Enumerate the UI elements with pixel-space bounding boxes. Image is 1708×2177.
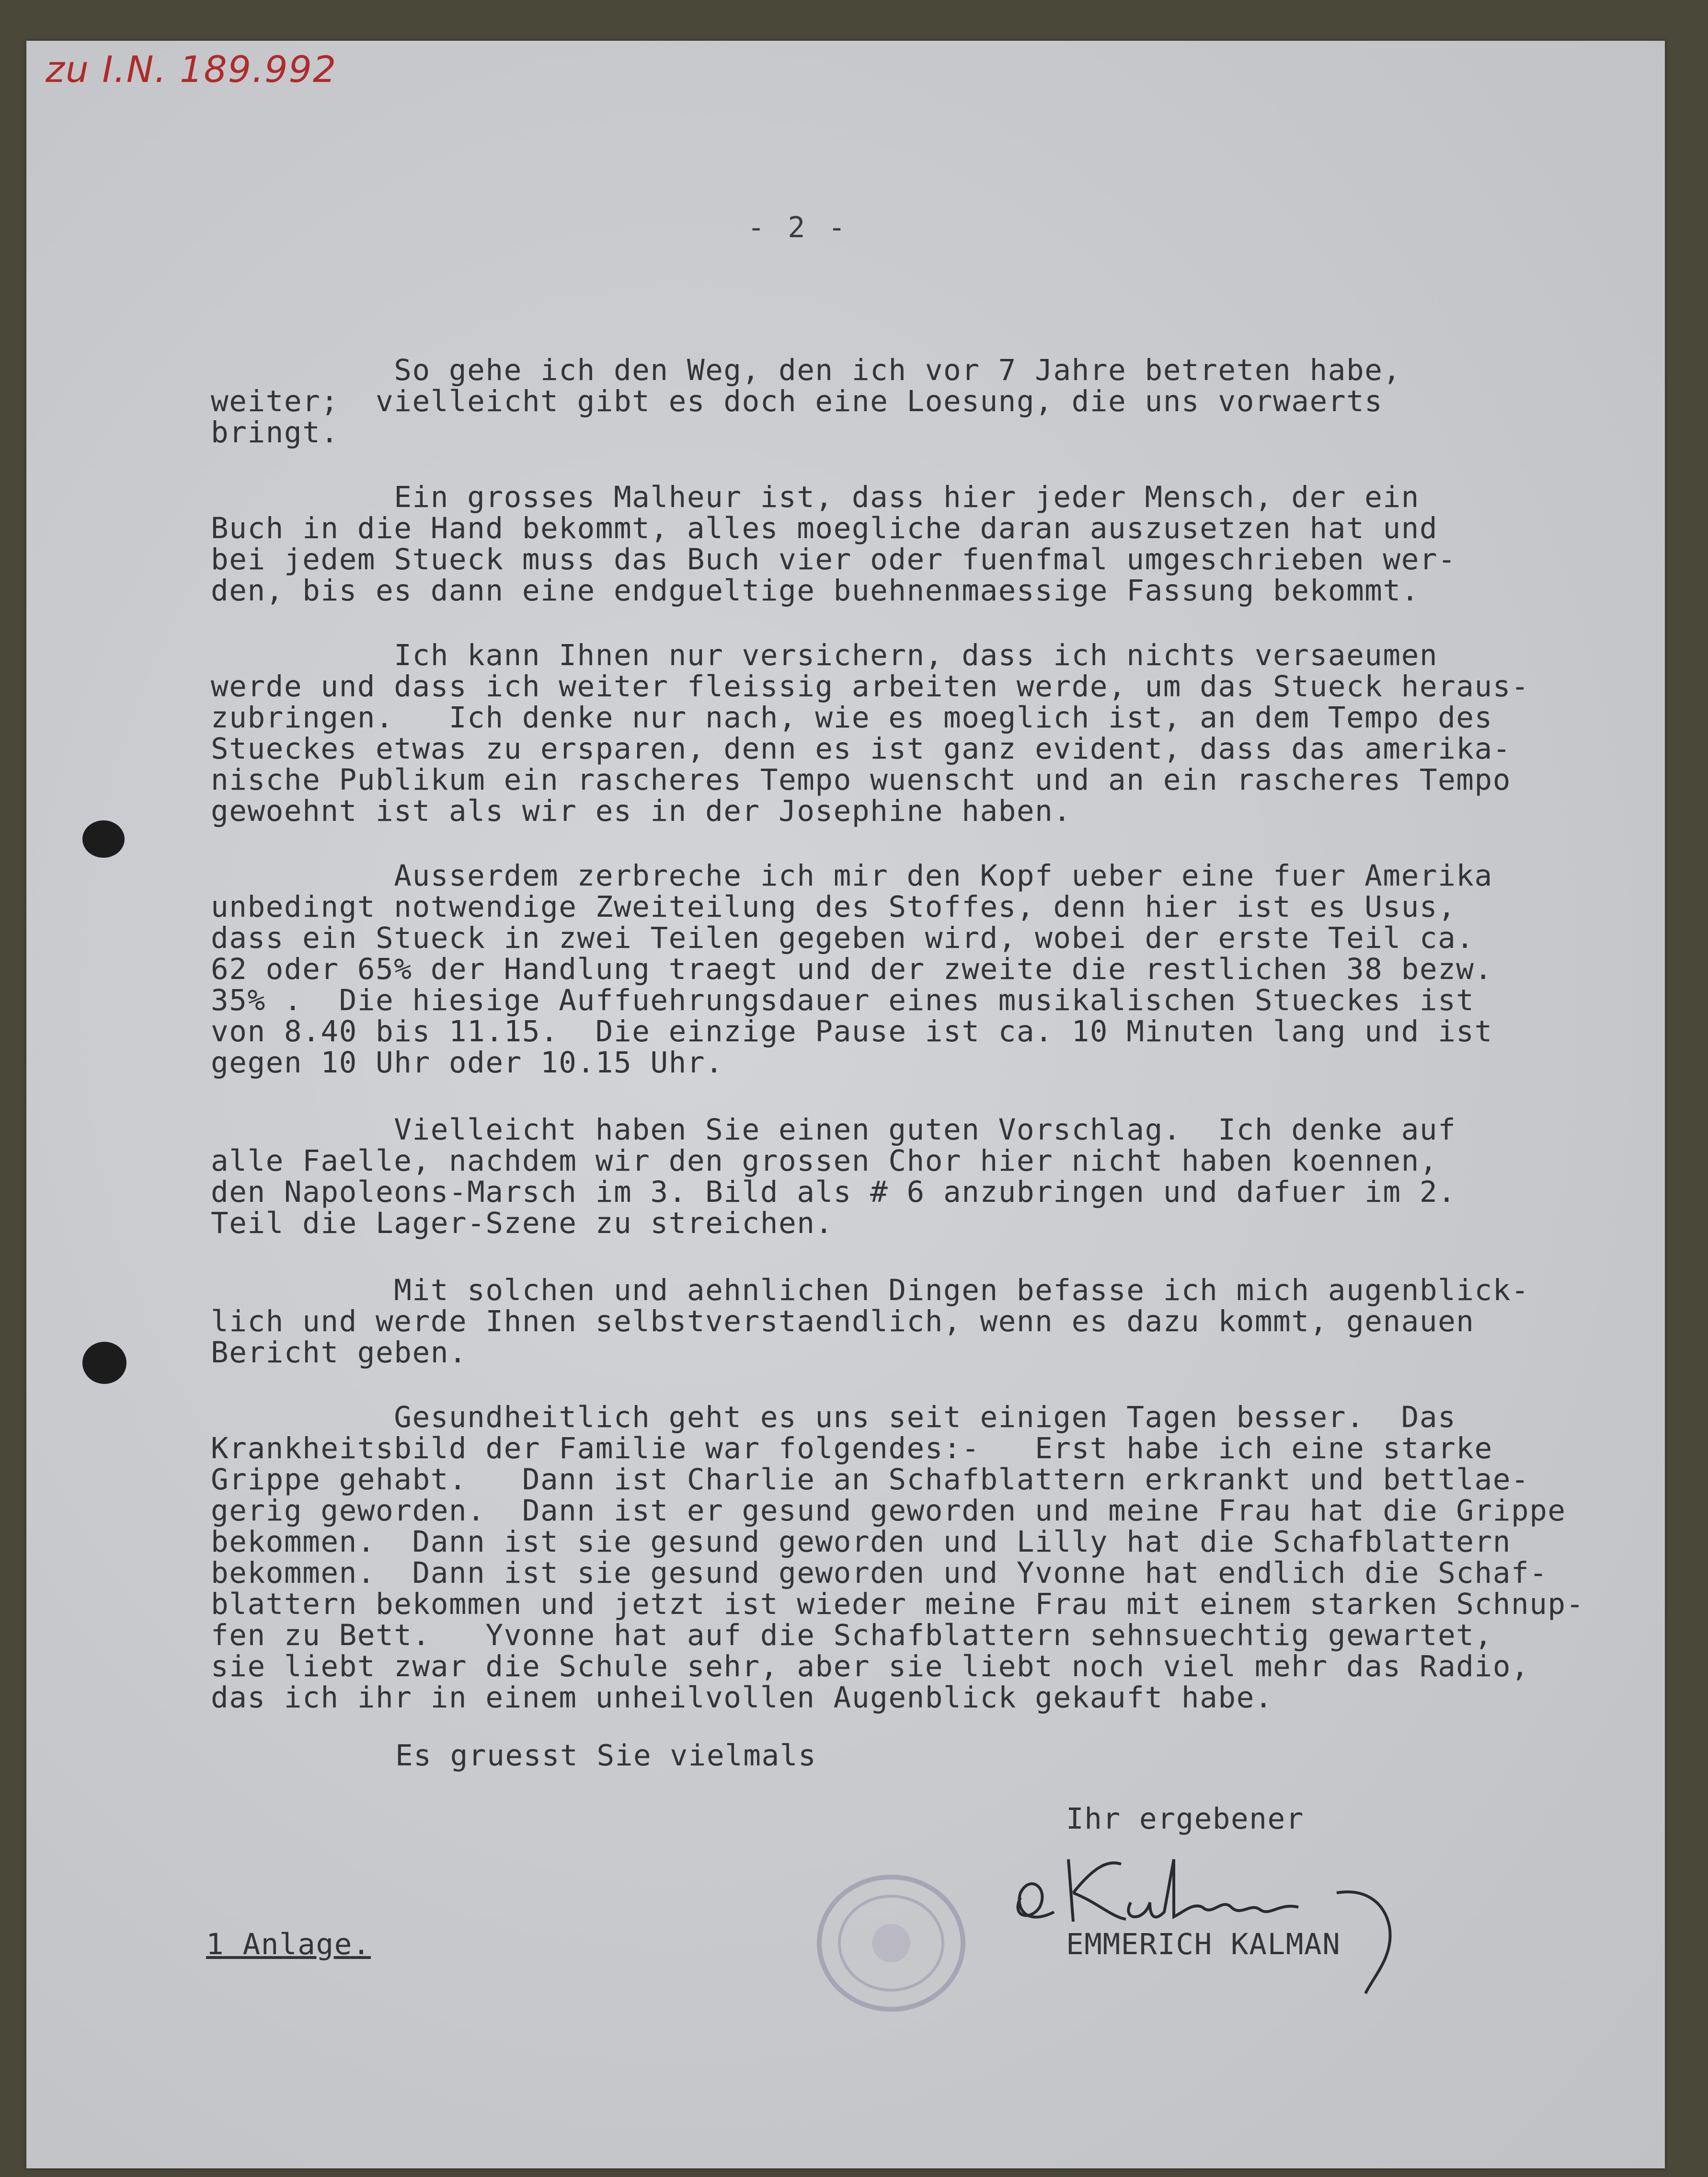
text-line: den Napoleons-Marsch im 3. Bild als # 6 anzubringen und dafuer im 2. xyxy=(211,1175,1456,1209)
paragraph xyxy=(211,355,1401,448)
text-line: Stueckes etwas zu ersparen, denn es ist ganz evident, dass das amerika- xyxy=(211,732,1511,766)
text-line: dass ein Stueck in zwei Teilen gegeben wird, wobei der erste Teil ca. xyxy=(211,921,1475,955)
text-line: Buch in die Hand bekommt, alles moegliche daran auszusetzen hat und xyxy=(211,511,1438,545)
text-line: 35% . Die hiesige Auffuehrungsdauer eines musikalischen Stueckes ist xyxy=(211,983,1475,1017)
text-line: bei jedem Stueck muss das Buch vier oder fuenfmal umgeschrieben wer- xyxy=(211,542,1456,576)
text-line: nische Publikum ein rascheres Tempo wuenscht und an ein rascheres Tempo xyxy=(211,763,1511,797)
paragraph xyxy=(211,1402,1584,1713)
text-line: Mit solchen und aehnlichen Dingen befasse ich mich augenblick- xyxy=(211,1273,1530,1307)
paragraph xyxy=(211,860,1493,1078)
enclosure-note: 1 Anlage. xyxy=(206,1927,371,1961)
text-line: Bericht geben. xyxy=(211,1336,468,1370)
text-line: Ich kann Ihnen nur versichern, dass ich nichts versaeumen xyxy=(211,638,1438,672)
text-line: das ich ihr in einem unheilvollen Augenblick gekauft habe. xyxy=(211,1681,1273,1715)
text-line: Ausserdem zerbreche ich mir den Kopf ueber eine fuer Amerika xyxy=(211,859,1493,893)
text-line: gegen 10 Uhr oder 10.15 Uhr. xyxy=(211,1046,724,1080)
punch-hole-bottom xyxy=(82,1342,126,1384)
signatory-name: EMMERICH KALMAN xyxy=(1066,1927,1341,1961)
text-line: Ein grosses Malheur ist, dass hier jeder Mensch, der ein xyxy=(211,480,1420,514)
text-line: blattern bekommen und jetzt ist wieder meine Frau mit einem starken Schnup- xyxy=(211,1587,1584,1621)
text-line: So gehe ich den Weg, den ich vor 7 Jahre betreten habe, xyxy=(211,353,1401,387)
text-line: lich und werde Ihnen selbstverstaendlich, wenn es dazu kommt, genauen xyxy=(211,1304,1475,1338)
closing-phrase: Ihr ergebener xyxy=(1066,1802,1304,1836)
handwritten-signature xyxy=(1001,1831,1413,2003)
text-line: werde und dass ich weiter fleissig arbeiten werde, um das Stueck heraus- xyxy=(211,669,1530,703)
paragraph xyxy=(211,1114,1456,1239)
page-number: - 2 - xyxy=(747,211,848,244)
punch-hole-top xyxy=(82,820,125,858)
paragraph xyxy=(211,640,1529,827)
archive-reference: zu I.N. 189.992 xyxy=(46,48,337,91)
text-line: von 8.40 bis 11.15. Die einzige Pause ist ca. 10 Minuten lang und ist xyxy=(211,1014,1493,1048)
text-line: alle Faelle, nachdem wir den grossen Chor hier nicht haben koennen, xyxy=(211,1144,1438,1178)
text-line: zubringen. Ich denke nur nach, wie es moeglich ist, an dem Tempo des xyxy=(211,701,1493,735)
paragraph xyxy=(211,1275,1529,1368)
text-line: 62 oder 65% der Handlung traegt und der zweite die restlichen 38 bezw. xyxy=(211,952,1493,986)
text-line: Grippe gehabt. Dann ist Charlie an Schafblattern erkrankt und bettlae- xyxy=(211,1463,1530,1497)
greeting: Es gruesst Sie vielmals xyxy=(395,1739,817,1773)
text-line: weiter; vielleicht gibt es doch eine Loesung, die uns vorwaerts xyxy=(211,384,1383,418)
text-line: gewoehnt ist als wir es in der Josephine haben. xyxy=(211,794,1072,828)
text-line: Krankheitsbild der Familie war folgendes:- Erst habe ich eine starke xyxy=(211,1431,1493,1465)
text-line: unbedingt notwendige Zweiteilung des Stoffes, denn hier ist es Usus, xyxy=(211,890,1456,924)
text-line: fen zu Bett. Yvonne hat auf die Schafblattern sehnsuechtig gewartet, xyxy=(211,1618,1493,1652)
text-line: Gesundheitlich geht es uns seit einigen Tagen besser. Das xyxy=(211,1400,1456,1434)
text-line: bekommen. Dann ist sie gesund geworden und Lilly hat die Schafblattern xyxy=(211,1525,1511,1559)
text-line: den, bis es dann eine endgueltige buehnenmaessige Fassung bekommt. xyxy=(211,574,1420,608)
paragraph xyxy=(211,482,1456,606)
text-line: gerig geworden. Dann ist er gesund geworden und meine Frau hat die Grippe xyxy=(211,1494,1566,1528)
archive-stamp xyxy=(814,1871,968,2015)
text-line: Teil die Lager-Szene zu streichen. xyxy=(211,1206,834,1240)
text-line: sie liebt zwar die Schule sehr, aber sie liebt noch viel mehr das Radio, xyxy=(211,1649,1530,1683)
text-line: bekommen. Dann ist sie gesund geworden und Yvonne hat endlich die Schaf- xyxy=(211,1556,1548,1590)
text-line: bringt. xyxy=(211,415,339,449)
text-line: Vielleicht haben Sie einen guten Vorschlag. Ich denke auf xyxy=(211,1113,1456,1147)
